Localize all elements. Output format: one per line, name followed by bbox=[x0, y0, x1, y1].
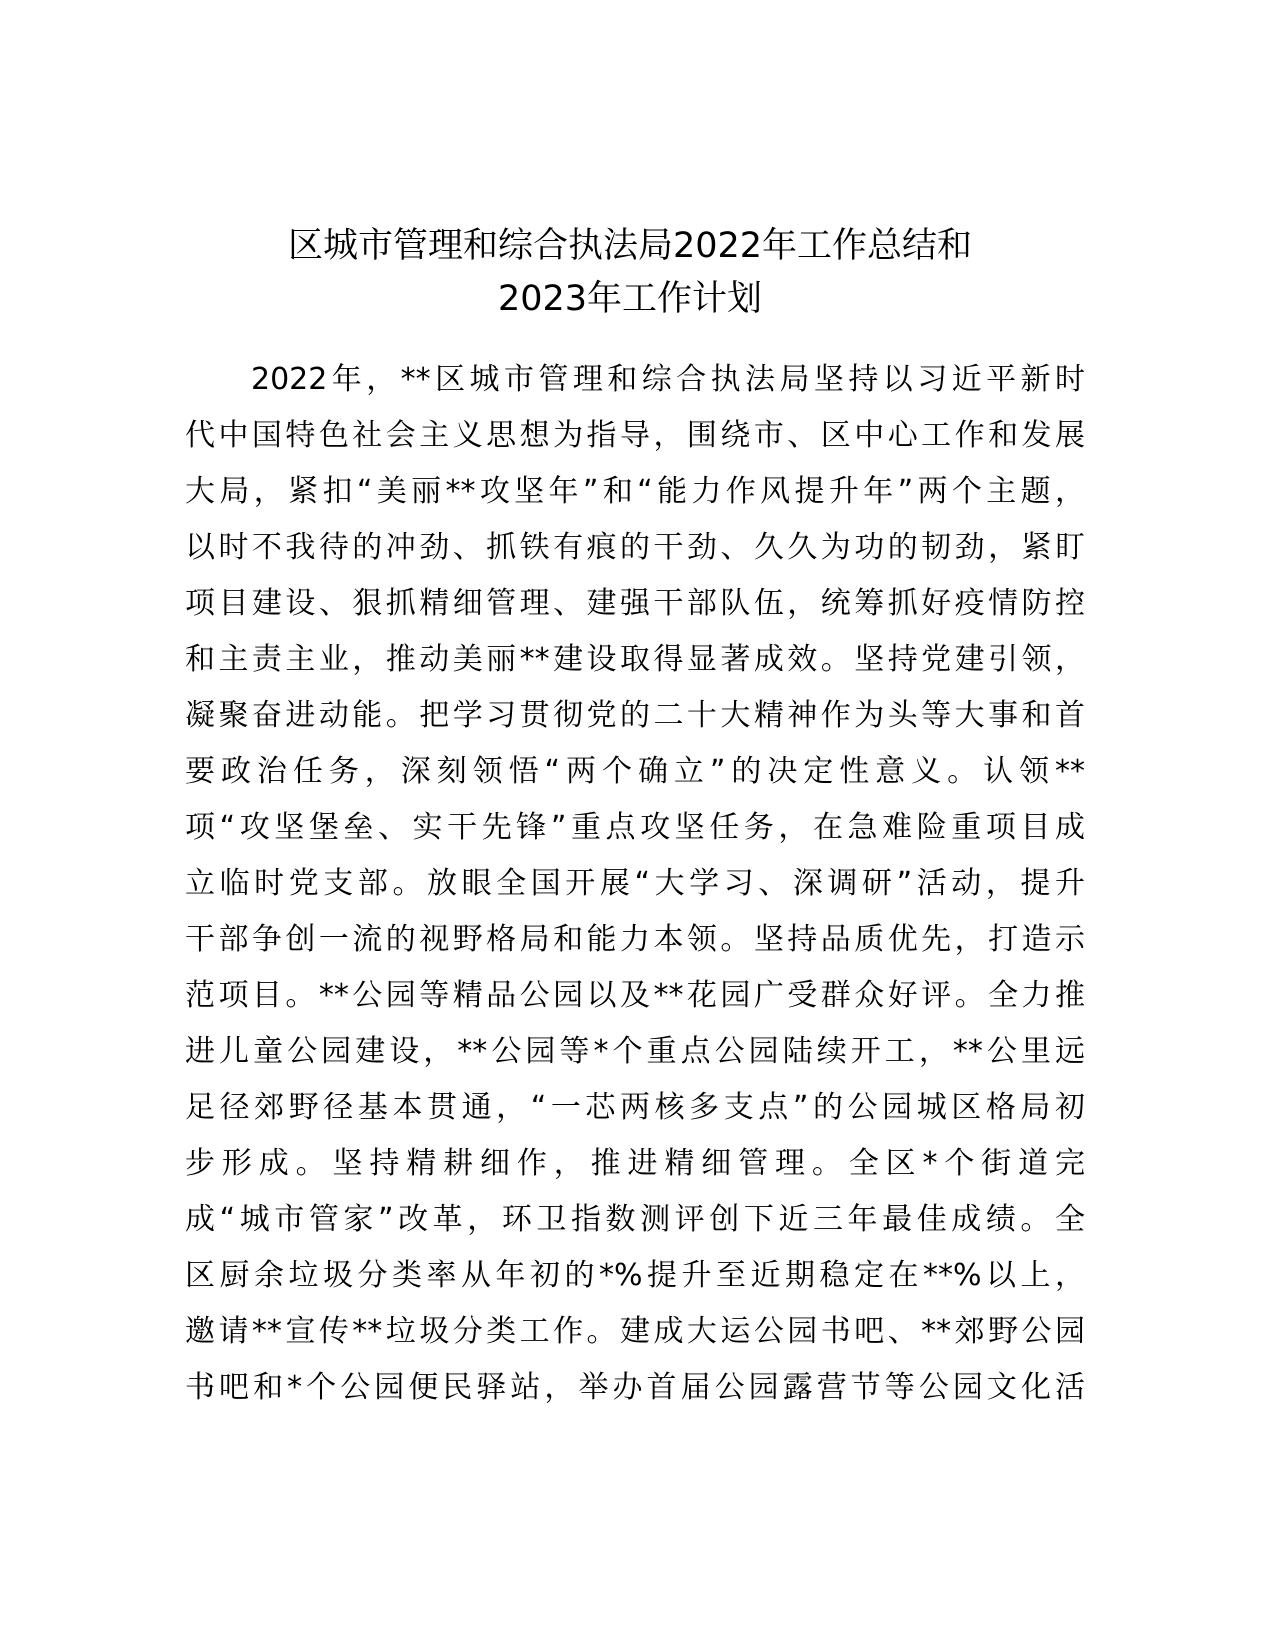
body-line: 大局，紧扣“美丽**攻坚年”和“能力作风提升年”两个主题， bbox=[185, 474, 1085, 509]
body-line: 进儿童公园建设，**公园等*个重点公园陆续开工，**公里远 bbox=[185, 1034, 1085, 1069]
body-line: 项目建设、狠抓精细管理、建强干部队伍，统筹抓好疫情防控 bbox=[185, 586, 1085, 621]
body-line: 干部争创一流的视野格局和能力本领。坚持品质优先，打造示 bbox=[185, 922, 1085, 957]
body-line: 要政治任务，深刻领悟“两个确立”的决定性意义。认领** bbox=[185, 754, 1085, 789]
body-line: 步形成。坚持精耕细作，推进精细管理。全区*个街道完 bbox=[185, 1146, 1085, 1181]
body-line: 邀请**宣传**垃圾分类工作。建成大运公园书吧、**郊野公园 bbox=[185, 1314, 1085, 1349]
body-line: 书吧和*个公园便民驿站，举办首届公园露营节等公园文化活 bbox=[185, 1370, 1085, 1405]
body-line: 2022年，**区城市管理和综合执法局坚持以习近平新时 bbox=[251, 362, 1085, 397]
body-line: 以时不我待的冲劲、抓铁有痕的干劲、久久为功的韧劲，紧盯 bbox=[185, 530, 1085, 565]
body-line: 项“攻坚堡垒、实干先锋”重点攻坚任务，在急难险重项目成 bbox=[185, 810, 1085, 845]
body-line: 立临时党支部。放眼全国开展“大学习、深调研”活动，提升 bbox=[185, 866, 1085, 901]
body-line: 和主责主业，推动美丽**建设取得显著成效。坚持党建引领， bbox=[185, 642, 1085, 677]
title-line-1: 区城市管理和综合执法局2022年工作总结和 bbox=[287, 226, 973, 266]
document-body bbox=[185, 352, 1085, 1416]
body-line: 范项目。**公园等精品公园以及**花园广受群众好评。全力推 bbox=[185, 978, 1085, 1013]
body-line: 区厨余垃圾分类率从年初的*%提升至近期稳定在**%以上， bbox=[185, 1258, 1085, 1293]
document-title bbox=[180, 220, 1080, 326]
title-line-2: 2023年工作计划 bbox=[497, 279, 763, 319]
body-line: 足径郊野径基本贯通，“一芯两核多支点”的公园城区格局初 bbox=[185, 1090, 1085, 1125]
body-line: 凝聚奋进动能。把学习贯彻党的二十大精神作为头等大事和首 bbox=[185, 698, 1085, 733]
body-line: 成“城市管家”改革，环卫指数测评创下近三年最佳成绩。全 bbox=[185, 1202, 1085, 1237]
body-line: 代中国特色社会主义思想为指导，围绕市、区中心工作和发展 bbox=[185, 418, 1085, 453]
